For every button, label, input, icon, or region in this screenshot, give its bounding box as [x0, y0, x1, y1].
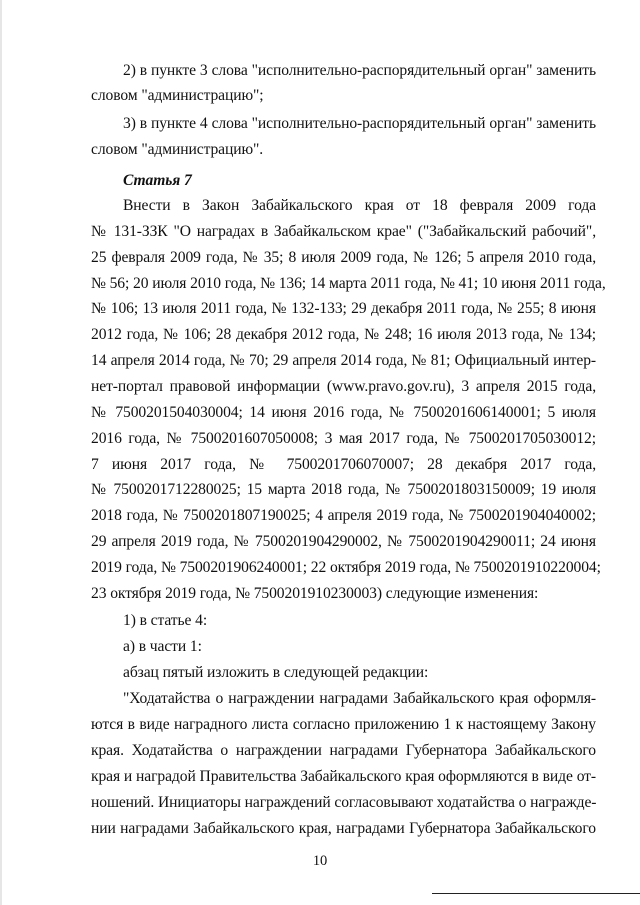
- text-line: 3) в пункте 4 слова "исполнительно-распорядительный орган" заменить: [123, 115, 596, 132]
- text-line: 25 февраля 2009 года, № 35; 8 июля 2009 года, № 126; 5 апреля 2010 года,: [91, 249, 596, 266]
- text-line: ются в виде наградного листа согласно приложению 1 к настоящему Закону: [91, 716, 596, 733]
- text-line: словом "администрацию";: [91, 87, 264, 104]
- article-heading: Статья 7: [123, 172, 192, 189]
- text-line: № 7500201504030004; 14 июня 2016 года, № 7500201606140001; 5 июля: [91, 404, 596, 421]
- text-line: № 56; 20 июля 2010 года, № 136; 14 марта 2011 года, № 41; 10 июня 2011 года,: [91, 275, 606, 292]
- text-line: края и наградой Правительства Забайкальского края оформляются в виде от-: [91, 768, 596, 785]
- footer-rule: [432, 893, 640, 894]
- text-line: 2019 года, № 7500201906240001; 22 октября 2019 года, № 7500201910220004;: [91, 559, 601, 576]
- text-line: края. Ходатайства о награждении наградами Губернатора Забайкальского: [91, 742, 596, 759]
- text-line: нет-портал правовой информации (www.pravo.gov.ru), 3 апреля 2015 года,: [91, 378, 596, 395]
- text-line: 2) в пункте 3 слова "исполнительно-распорядительный орган" заменить: [123, 62, 596, 79]
- text-line: № 106; 13 июля 2011 года, № 132-133; 29 декабря 2011 года, № 255; 8 июня: [91, 300, 596, 317]
- text-line: № 131-ЗЗК "О наградах в Забайкальском крае" ("Забайкальский рабочий",: [91, 223, 596, 240]
- text-line: словом "администрацию".: [91, 141, 264, 158]
- page-number: 10: [312, 853, 328, 869]
- text-line: № 7500201712280025; 15 марта 2018 года, № 7500201803150009; 19 июля: [91, 481, 596, 498]
- text-line: 2012 года, № 106; 28 декабря 2012 года, № 248; 16 июля 2013 года, № 134;: [91, 326, 596, 343]
- text-line: 2018 года, № 7500201807190025; 4 апреля 2019 года, № 7500201904040002;: [91, 507, 596, 524]
- text-line: 23 октября 2019 года, № 7500201910230003) следующие изменения:: [91, 585, 539, 602]
- text-line: нии наградами Забайкальского края, наградами Губернатора Забайкальского: [91, 820, 596, 837]
- text-line: 2016 года, № 7500201607050008; 3 мая 2017 года, № 7500201705030012;: [91, 430, 596, 447]
- list-item: 1) в статье 4:: [123, 612, 208, 629]
- scan-edge: [0, 0, 2, 905]
- text-line: Внести в Закон Забайкальского края от 18 февраля 2009 года: [123, 197, 596, 214]
- text-line: абзац пятый изложить в следующей редакции:: [123, 664, 429, 681]
- text-line: "Ходатайства о награждении наградами Забайкальского края оформля-: [123, 690, 596, 707]
- text-line: 29 апреля 2019 года, № 7500201904290002, № 7500201904290011; 24 июня: [91, 533, 596, 550]
- text-line: ношений. Инициаторы награждений согласовывают ходатайства о награжде-: [91, 794, 597, 811]
- list-item: а) в части 1:: [123, 638, 202, 655]
- text-line: 14 апреля 2014 года, № 70; 29 апреля 2014 года, № 81; Официальный интер-: [91, 352, 596, 369]
- text-line: 7 июня 2017 года, № 7500201706070007; 28 декабря 2017 года,: [91, 456, 596, 473]
